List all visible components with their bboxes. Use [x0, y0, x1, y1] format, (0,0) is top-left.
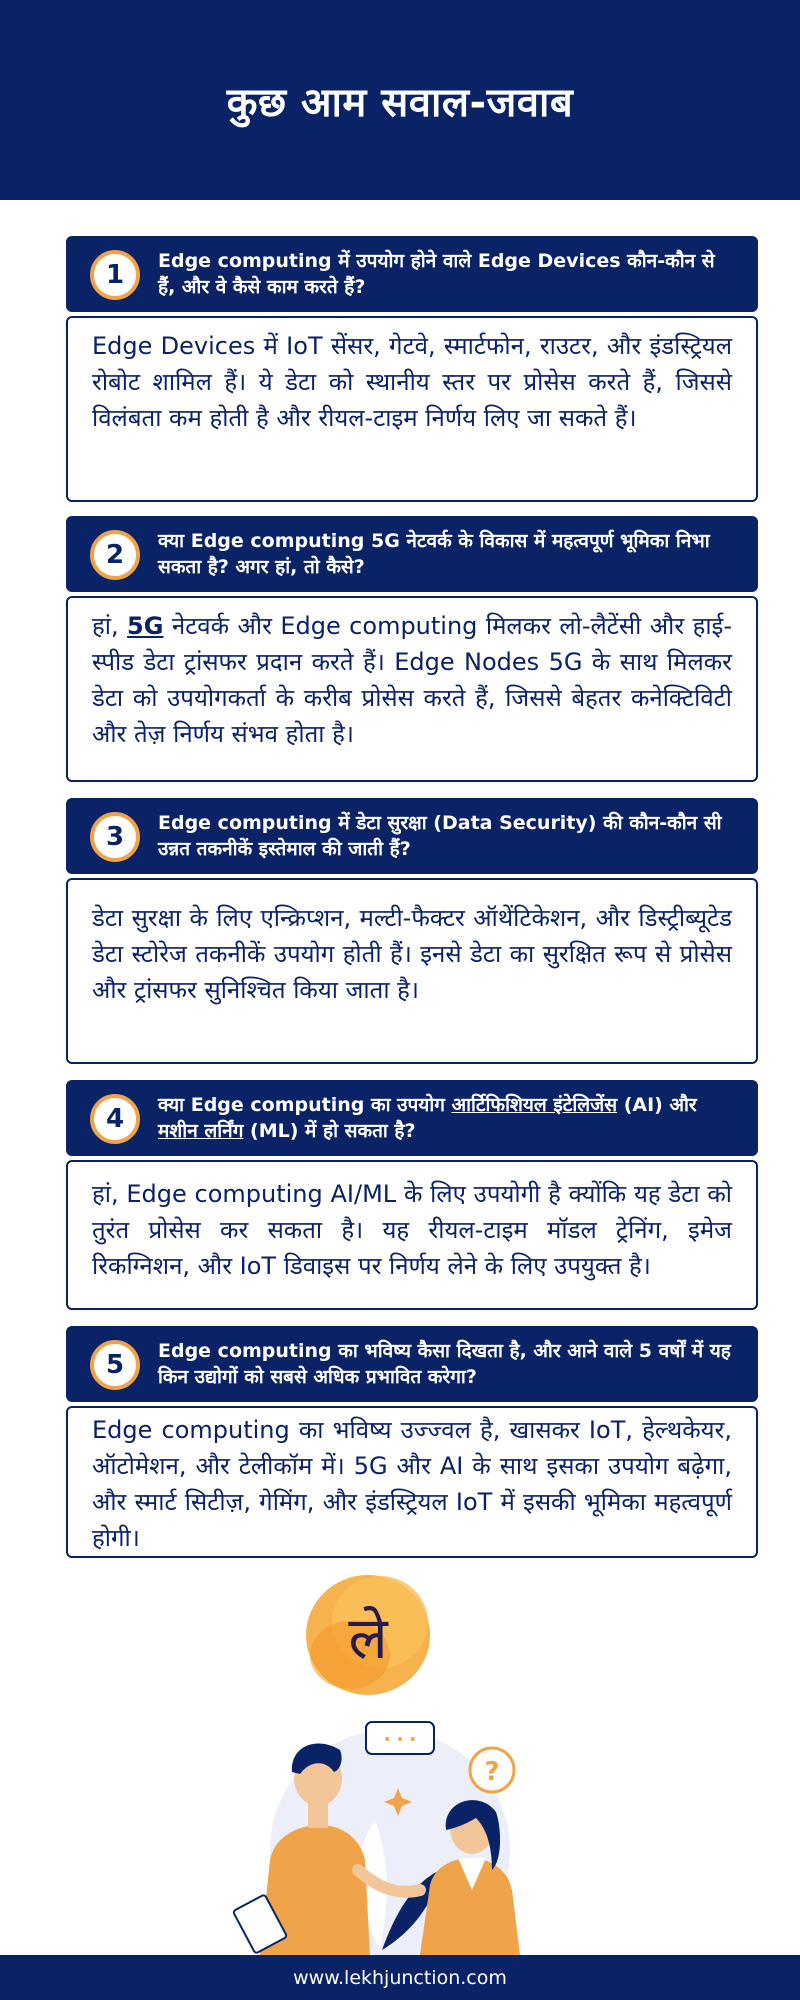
question-suffix: (ML) में हो सकता है? [243, 1120, 416, 1142]
faq-question: Edge computing में उपयोग होने वाले Edge Devices कौन-कौन से हैं, और वे कैसे काम करते हैं? [158, 250, 715, 298]
ai-link[interactable]: आर्टिफिशियल इंटेलिजेंस [451, 1094, 618, 1116]
question-prefix: क्या Edge computing का उपयोग [158, 1094, 452, 1116]
faq-question-bar [66, 1080, 758, 1156]
faq-question: क्या Edge computing 5G नेटवर्क के विकास में महत्वपूर्ण भूमिका निभा सकता है? अगर हां, तो कैसे? [158, 530, 710, 578]
logo-glyph: ले [348, 1604, 388, 1672]
footer-bar [0, 1955, 800, 2000]
faq-question-bar [66, 516, 758, 592]
faq-number-badge: 3 [90, 812, 140, 862]
speech-dots: • • • [383, 1732, 417, 1748]
faq-answer-box [66, 596, 758, 782]
faq-number-badge: 1 [90, 250, 140, 300]
faq-answer-box [66, 316, 758, 502]
question-icon [470, 1748, 514, 1792]
faq-answer: Edge computing का भविष्य उज्ज्वल है, खासकर IoT, हेल्थकेयर, ऑटोमेशन, और टेलीकॉम में। 5G और AI के साथ इसका उपयोग बढ़ेगा, और स्मार्ट सिटीज़, गेमिंग, और इंडस्ट्रियल IoT में इसकी भूमिका महत्वपूर्ण होगी। [92, 1416, 732, 1552]
faq-question-bar [66, 1326, 758, 1402]
people-illustration [230, 1560, 570, 1955]
faq-question-bar [66, 236, 758, 312]
faq-question: Edge computing में डेटा सुरक्षा (Data Security) की कौन-कौन सी उन्नत तकनीकें इस्तेमाल की जाती हैं? [158, 812, 722, 860]
5g-link[interactable]: 5G [127, 612, 164, 640]
faq-question [158, 1092, 738, 1144]
website-link[interactable]: www.lekhjunction.com [293, 1966, 507, 1989]
header-banner [0, 0, 800, 200]
answer-prefix: हां, [92, 612, 128, 640]
faq-answer [92, 608, 732, 752]
answer-text: नेटवर्क और Edge computing मिलकर लो-लैटेंसी और हाई-स्पीड डेटा ट्रांसफर प्रदान करते हैं। Edge Nodes 5G के साथ मिलकर डेटा को उपयोगकर्ता के करीब प्रोसेस करते हैं, जिससे बेहतर कनेक्टिविटी और तेज़ निर्णय संभव होता है। [92, 612, 732, 748]
question-middle: (AI) और [617, 1094, 697, 1116]
faq-answer: हां, Edge computing AI/ML के लिए उपयोगी है क्योंकि यह डेटा को तुरंत प्रोसेस कर सकता है। यह रीयल-टाइम मॉडल ट्रेनिंग, इमेज रिकग्निशन, और IoT डिवाइस पर निर्णय लेने के लिए उपयुक्त है। [92, 1180, 732, 1280]
site-logo [306, 1575, 430, 1695]
page-title: कुछ आम सवाल-जवाब [226, 79, 574, 126]
faq-answer: Edge Devices में IoT सेंसर, गेटवे, स्मार्टफोन, राउटर, और इंडस्ट्रियल रोबोट शामिल हैं। ये डेटा को स्थानीय स्तर पर प्रोसेस करते हैं, जिससे विलंबता कम होती है और रीयल-टाइम निर्णय लिए जा सकते हैं। [92, 332, 732, 432]
ml-link[interactable]: मशीन लर्निंग [158, 1120, 244, 1142]
speech-bubble [366, 1722, 434, 1754]
faq-answer-box [66, 1160, 758, 1310]
question-mark: ? [484, 1757, 500, 1787]
faq-question-bar [66, 798, 758, 874]
faq-answer-box [66, 878, 758, 1064]
faq-number-badge: 2 [90, 530, 140, 580]
faq-answer: डेटा सुरक्षा के लिए एन्क्रिप्शन, मल्टी-फैक्टर ऑथेंटिकेशन, और डिस्ट्रीब्यूटेड डेटा स्टोरेज तकनीकें उपयोग होती हैं। इनसे डेटा का सुरक्षित रूप से प्रोसेस और ट्रांसफर सुनिश्चित किया जाता है। [92, 904, 732, 1004]
faq-number-badge: 4 [90, 1094, 140, 1144]
faq-question: Edge computing का भविष्य कैसा दिखता है, और आने वाले 5 वर्षों में यह किन उद्योगों को सबसे अधिक प्रभावित करेगा? [158, 1340, 731, 1388]
faq-answer-box [66, 1406, 758, 1558]
faq-number-badge: 5 [90, 1340, 140, 1390]
